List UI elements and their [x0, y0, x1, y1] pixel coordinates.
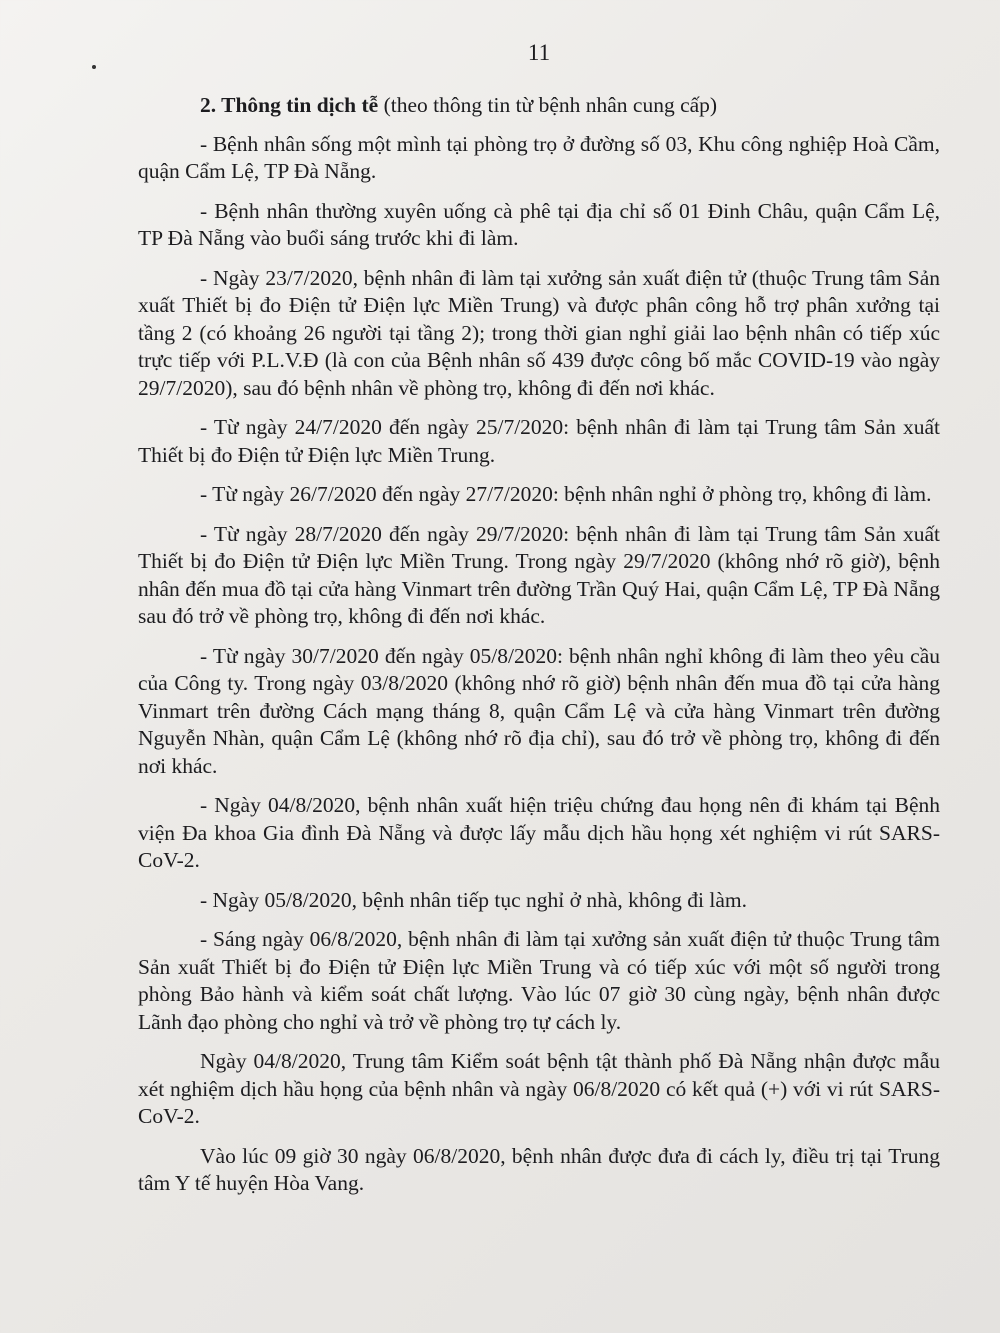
paragraph: - Từ ngày 30/7/2020 đến ngày 05/8/2020: bệnh nhân nghỉ không đi làm theo yêu cầu của Công ty. Trong ngày 03/8/2020 (không nhớ rõ giờ) bệnh nhân đến mua đồ tại cửa hàng Vinmart trên đường Cách mạng tháng 8, quận Cẩm Lệ và cửa hàng Vinmart trên đường Nguyễn Nhàn, quận Cẩm Lệ (không nhớ rõ địa chỉ), sau đó trở về phòng trọ, không đi đến nơi khác.: [138, 643, 940, 778]
paragraph: - Bệnh nhân thường xuyên uống cà phê tại địa chỉ số 01 Đinh Châu, quận Cẩm Lệ, TP Đà Nẵng vào buổi sáng trước khi đi làm.: [138, 198, 940, 250]
section-heading: [138, 92, 940, 120]
paragraph: Vào lúc 09 giờ 30 ngày 06/8/2020, bệnh nhân được đưa đi cách ly, điều trị tại Trung tâm Y tế huyện Hòa Vang.: [138, 1143, 940, 1195]
section-heading-bold: 2. Thông tin dịch tễ: [200, 93, 379, 117]
paragraph: - Từ ngày 24/7/2020 đến ngày 25/7/2020: bệnh nhân đi làm tại Trung tâm Sản xuất Thiết bị đo Điện tử Điện lực Miền Trung.: [138, 415, 940, 467]
page-number: 11: [527, 40, 551, 65]
paragraph: - Ngày 23/7/2020, bệnh nhân đi làm tại xưởng sản xuất điện tử (thuộc Trung tâm Sản xuất Thiết bị đo Điện tử Điện lực Miền Trung) và được phân công hỗ trợ phân xưởng tại tầng 2 (có khoảng 26 người tại tầng 2); trong thời gian nghỉ giải lao bệnh nhân có tiếp xúc trực tiếp với P.L.V.Đ (là con của Bệnh nhân số 439 được công bố mắc COVID-19 vào ngày 29/7/2020), sau đó bệnh nhân về phòng trọ, không đi đến nơi khác.: [138, 265, 940, 400]
paragraph: - Bệnh nhân sống một mình tại phòng trọ ở đường số 03, Khu công nghiệp Hoà Cầm, quận Cẩm Lệ, TP Đà Nẵng.: [138, 131, 940, 183]
paragraph: Ngày 04/8/2020, Trung tâm Kiểm soát bệnh tật thành phố Đà Nẵng nhận được mẫu xét nghiệm dịch hầu họng của bệnh nhân và ngày 06/8/2020 có kết quả (+) với vi rút SARS-CoV-2.: [138, 1049, 940, 1128]
paragraph: - Sáng ngày 06/8/2020, bệnh nhân đi làm tại xưởng sản xuất điện tử thuộc Trung tâm Sản xuất Thiết bị đo Điện tử Điện lực Miền Trung và có tiếp xúc với một số người trong phòng Bảo hành và kiểm soát chất lượng. Vào lúc 07 giờ 30 cùng ngày, bệnh nhân được Lãnh đạo phòng cho nghỉ và trở về phòng trọ tự cách ly.: [138, 927, 940, 1034]
paragraph: - Từ ngày 26/7/2020 đến ngày 27/7/2020: bệnh nhân nghỉ ở phòng trọ, không đi làm.: [200, 482, 932, 506]
paragraph: - Từ ngày 28/7/2020 đến ngày 29/7/2020: bệnh nhân đi làm tại Trung tâm Sản xuất Thiết bị đo Điện tử Điện lực Miền Trung. Trong ngày 29/7/2020 (không nhớ rõ giờ), bệnh nhân đến mua đồ tại cửa hàng Vinmart trên đường Trần Quý Hai, quận Cẩm Lệ, TP Đà Nẵng sau đó trở về phòng trọ, không đi đến nơi khác.: [138, 521, 940, 628]
document-body: [138, 92, 940, 1210]
paragraph: - Ngày 04/8/2020, bệnh nhân xuất hiện triệu chứng đau họng nên đi khám tại Bệnh viện Đa khoa Gia đình Đà Nẵng và được lấy mẫu dịch hầu họng xét nghiệm vi rút SARS-CoV-2.: [138, 793, 940, 872]
section-heading-note: (theo thông tin từ bệnh nhân cung cấp): [378, 93, 718, 117]
paragraph: - Ngày 05/8/2020, bệnh nhân tiếp tục nghỉ ở nhà, không đi làm.: [200, 887, 747, 912]
